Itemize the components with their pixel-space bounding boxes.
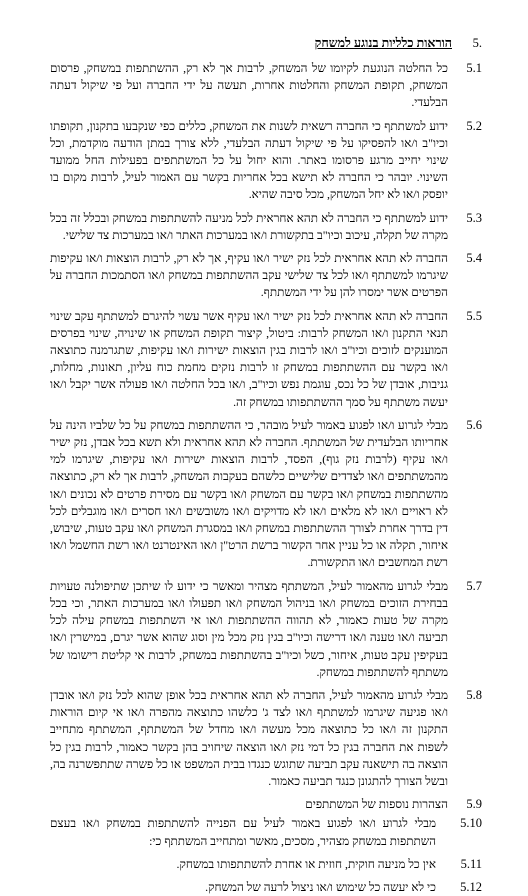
clause-text: החברה לא תהא אחראית לכל נזק ישיר ו/או עקיף, אך לא רק, לרבות הוצאות ו/או עקיפות שיגרמו למשתתף ו/או לכל צד שלישי עקב ההשתתפות במשחק ו/או הסתמכות החברה על הפרטים אשר ימסרו להן על ידי המשתתף. xyxy=(50,251,448,300)
clause-text: החברה לא תהא אחראית לכל נזק ישיר ו/או עקיף אשר עשוי להיגרם למשתתף עקב שינוי תנאי התקנון ו/או המשחק לרבות: ביטול, קיצור תקופת המשחק או שינויה, שינוי בפרסים המוענקים לזוכים וכיו"ב ו/או לרבות בגין הוצאות ישירות ו/או עקיפות, שתגרמנה כתוצאה ו/או בקשר עם ההשתתפות במשחק זו לרבות נזקים מחמת כוח עליון, תאונות, מחלות, גניבות, אובדן של כל נכס, עוגמת נפש וכיו"ב, ו/או בכל החלטה ו/או פעולה אשר יקבל ו/או יעשה משתתף על סמך ההשתתפותו במשחק זה. xyxy=(50,308,448,409)
clause-5-10 xyxy=(50,815,482,849)
clause-text: כי לא יעשה כל שימוש ו/או ניצול לרעה של המשחק. xyxy=(205,879,436,894)
clause-5-11 xyxy=(50,856,482,873)
clause-number: 5.9 xyxy=(466,797,482,812)
clause-number: 5.6 xyxy=(466,417,482,432)
clause-text: מבלי לגרוע מהאמור לעיל, המשתתף מצהיר ומאשר כי ידוע לו שיתכן שתיפולנה טעויות בבחירת הזוכים במשחק ו/או בניהול המשחק ו/או תפעולו ו/או במערכות האתר, וכי בכל מקרה של טעות כאמור, לא תהווה ההשתתפות ו/או אי השתתפות במשחק עילה לכל תביעה ו/או טענה ו/או דרישה וכיו"ב בגין נזק מכל מין וסוג שהוא אשר יגרם, במישרין ו/או בעקיפין עקב טעות, איחור, כשל וכיו"ב בהשתתפות במשחק, לרבות אי קליטת רישומו של משתתף להשתתפות במשחק. xyxy=(50,578,448,679)
clause-5-8 xyxy=(50,687,482,790)
clause-number: 5.1 xyxy=(466,61,482,75)
clause-number: 5.11 xyxy=(460,856,482,871)
section-title: הוראות כלליות בנוגע למשחק xyxy=(314,36,452,50)
clause-number: 5.12 xyxy=(460,879,482,894)
clause-5-12 xyxy=(50,879,482,896)
clause-text: כל החלטה הנוגעת לקיומו של המשחק, לרבות אך לא רק, ההשתתפות במשחק, פרסום המשחק, תקופת המשחק והחלטות אחרות, תעשה על ידי החברה ועל פי שיקול דעתה הבלעדי. xyxy=(50,61,448,110)
clause-5-1 xyxy=(50,60,482,112)
clause-text: מבלי לגרוע מהאמור לעיל, החברה לא תהא אחראית בכל אופן שהוא לכל נזק ו/או אובדן ו/או פגיעה שיגרמו למשתתף ו/או לצד ג' כלשהו כתוצאה מהפרה ו/או אי קיום הוראות התקנון זה ו/או כל כתוצאה מכל מעשה ו/או מחדל של המשתתף, המשתתף מתחייב לשפות את החברה בגין כל דמי נזק ו/או הוצאה שיחויב בהן בקשר כאמור, לרבות בגין כל הוצאה בה תישאנה עקב תביעה שתוגש כנגדו בבית המשפט או כל פשרה שתתפשרנה בה, ובשל הצורך להתגונן כנגד תביעה כאמור. xyxy=(50,687,448,788)
clause-5-6 xyxy=(50,417,482,572)
clause-5-3 xyxy=(50,210,482,244)
clause-number: 5.7 xyxy=(466,578,482,593)
clause-5-5 xyxy=(50,308,482,411)
clause-number: 5.3 xyxy=(466,210,482,225)
clause-text: מבלי לגרוע ו/או לפגוע באמור לעיל מובהר, כי ההשתתפות במשחק על כל שלביו הינה על אחריותו הבלעדית של המשתתף. החברה לא תהא אחראית ולא תשא בכל אבדן, נזק ישיר ו/או עקיף (לרבות נזק גוף), הפסד, לרבות הוצאות ישירות ו/או עקיפות, שיגרמו למי מהמשתתפים ו/או לצדדים שלישיים כלשהם בעקבות המשחק, לרבות אך לא רק, כתוצאה מהשתתפות במשחק ו/או בקשר עם המשחק ו/או בקשר עם מסירת פרטים לא נכונים ו/או לא ראויים ו/או לא מלאים ו/או לא מדויקים ו/או משובשים ו/או חסרים ו/או מוגבלים לכל דין בדרך אחרת לצורך ההשתתפות במשחק ו/או במסגרת המשחק ו/או עקב טעות, שיבוש, איחור, תקלה או כל עניין אחר הקשור ברשת הרט"ן ו/או האינטרנט ו/או רשת החשמל ו/או רשת המחשבים ו/או התקשורת. xyxy=(50,417,448,570)
clause-number: 5.4 xyxy=(466,251,482,266)
clause-number: 5.5 xyxy=(466,308,482,323)
clause-5-4 xyxy=(50,250,482,302)
section-number: .5 xyxy=(472,36,482,50)
clause-text: אין כל מניעה חוקית, חוזית או אחרת להשתתפותו במשחק. xyxy=(176,856,436,871)
section-heading xyxy=(50,36,482,51)
clause-5-2 xyxy=(50,118,482,204)
clause-5-7 xyxy=(50,578,482,681)
clause-text: הצהרות נוספות של המשתתפים xyxy=(305,797,448,812)
clause-text: ידוע למשתתף כי החברה רשאית לשנות את המשחק, כללים כפי שנקבעו בתקנון, תקופתו וכיו"ב ו/או להפסיקו על פי שיקול דעתה הבלעדי, ללא צורך במתן הודעה מוקדמת, וכל שינוי יחייב מרגע פרסומו באתר. והוא יחול על כל המשתתפים בפעילות החל ממועד השינוי. יובהר כי החברה לא תישא בכל אחריות בקשר עם האמור לעיל, לרבות מקום בו יופסק ו/או לא יחל המשחק, מכל סיבה שהיא. xyxy=(50,118,448,202)
clause-text: מבלי לגרוע ו/או לפגוע באמור לעיל עם הפנייה להשתתפות במשחק ו/או בעצם השתתפות במשחק מצהיר, מסכים, מאשר ומתחייב המשתתף כי: xyxy=(50,816,436,848)
clause-number: 5.10 xyxy=(460,816,482,831)
clause-number: 5.8 xyxy=(466,687,482,702)
clause-text: ידוע למשתתף כי החברה לא תהא אחראית לכל מניעה להשתתפות במשחק ובכלל זה בכל מקרה של תקלה, עיכוב וכיו"ב בתקשורת ו/או במערכות האתר ו/או במערכות צד שלישי. xyxy=(50,210,448,242)
clause-number: 5.2 xyxy=(466,118,482,133)
